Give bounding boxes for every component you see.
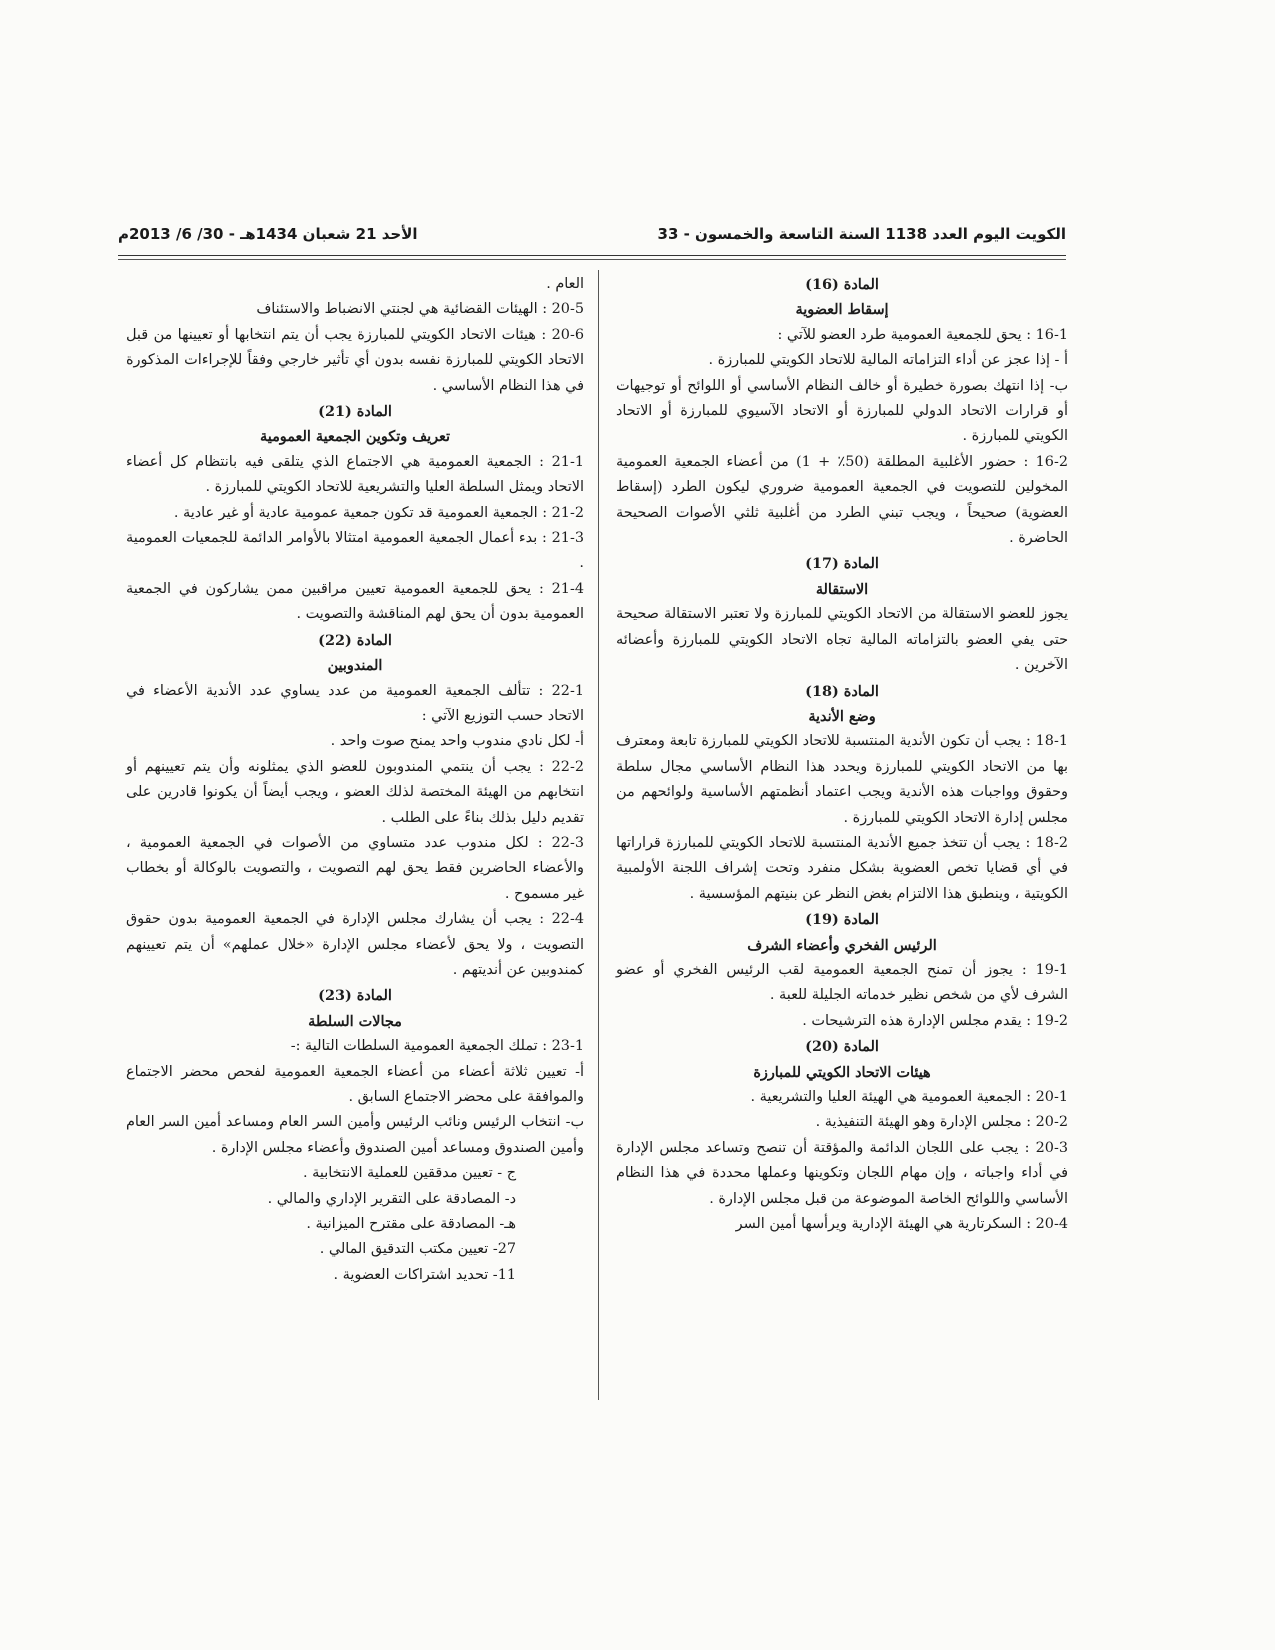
section-title: تعريف وتكوين الجمعية العمومية: [260, 428, 450, 446]
paragraph: 23-1 : تملك الجمعية العمومية السلطات التالية :-: [290, 1038, 584, 1055]
paragraph: يجوز للعضو الاستقالة من الاتحاد الكويتي للمبارزة ولا تعتبر الاستقالة صحيحة حتى يفي العضو بالتزاماته المالية تجاه الاتحاد الكويتي للمبارزة وأعضائه الآخرين .: [616, 606, 1068, 674]
paragraph: 20-1 : الجمعية العمومية هي الهيئة العليا والتشريعية .: [750, 1089, 1068, 1105]
section-title: هيئات الاتحاد الكويتي للمبارزة: [753, 1063, 931, 1081]
paragraph: 21-2 : الجمعية العمومية قد تكون جمعية عمومية عادية أو غير عادية .: [173, 504, 584, 521]
list-item: د- المصادقة على التقرير الإداري والمالي .: [267, 1190, 516, 1207]
paragraph: 22-3 : لكل مندوب عدد متساوي من الأصوات في الجمعية العمومية ، والأعضاء الحاضرين فقط يحق لهم التصويت ، والتصويت بالوكالة أو بخطاب غير مسموح .: [126, 834, 584, 902]
article-heading: المادة (21): [318, 403, 392, 421]
article-heading: المادة (17): [805, 555, 879, 573]
paragraph: 21-4 : يحق للجمعية العمومية تعيين مراقبين ممن يشاركون في الجمعية العمومية بدون أن يحق لهم المناقشة والتصويت .: [126, 580, 584, 623]
header-rule: [118, 255, 1066, 256]
paragraph: 19-2 : يقدم مجلس الإدارة هذه الترشيحات .: [802, 1012, 1068, 1029]
list-item: هـ- المصادقة على مقترح الميزانية .: [306, 1216, 516, 1233]
paragraph: العام .: [546, 276, 584, 292]
paragraph: 20-5 : الهيئات القضائية هي لجنتي الانضباط والاستئناف: [256, 301, 584, 318]
paragraph: أ - إذا عجز عن أداء التزاماته المالية للاتحاد الكويتي للمبارزة .: [708, 352, 1068, 369]
paragraph: 16-1 : يحق للجمعية العمومية طرد العضو للآتي :: [777, 326, 1068, 343]
paragraph: 22-2 : يجب أن ينتمي المندوبون للعضو الذي يمثلونه وأن يتم تعيينهم أو انتخابهم من الهيئة المختصة لذلك العضو ، ويجب أيضاً أن يكونوا قادرين على تقديم دليل بذلك بناءً على الطلب .: [126, 758, 584, 826]
paragraph: 20-2 : مجلس الإدارة وهو الهيئة التنفيذية .: [815, 1114, 1068, 1131]
paragraph: 20-6 : هيئات الاتحاد الكويتي للمبارزة يجب أن يتم انتخابها أو تعيينها من قبل الاتحاد الكويتي للمبارزة نفسه بدون أي تأثير خارجي وفقاً للإجراءات المذكورة في هذا النظام الأساسي .: [126, 326, 584, 394]
column-divider: [598, 270, 599, 1400]
left-column: [126, 272, 584, 1288]
header-issue-info: الكويت اليوم العدد 1138 السنة التاسعة والخمسون - 33: [657, 225, 1066, 243]
paragraph: 16-2 : حضور الأغلبية المطلقة (50٪ + 1) من أعضاء الجمعية العمومية المخولين للتصويت في الجمعية العمومية ضروري ليكون الطرد (إسقاط العضوية) صحيحاً ، ويجب تبني الطرد من أغلبية ثلثي الأصوات الصحيحة الحاضرة .: [616, 453, 1068, 547]
paragraph: أ- تعيين ثلاثة أعضاء من أعضاء الجمعية العمومية لفحص محضر الاجتماع والموافقة على محضر الاجتماع السابق .: [126, 1063, 584, 1105]
header-rule-thin: [118, 259, 1066, 260]
paragraph: 21-1 : الجمعية العمومية هي الاجتماع الذي يتلقى فيه بانتظام كل أعضاء الاتحاد ويمثل السلطة العليا والتشريعية للاتحاد الكويتي للمبارزة .: [126, 453, 584, 496]
section-title: إسقاط العضوية: [795, 301, 889, 319]
paragraph: 18-2 : يجب أن تتخذ جميع الأندية المنتسبة للاتحاد الكويتي للمبارزة قراراتها في أي قضايا تخص العضوية بشكل منفرد وتحت إشراف اللجنة الأولمبية الكويتية ، وينطبق هذا الالتزام بغض النظر عن بنيتهم المؤسسية .: [616, 834, 1068, 902]
article-heading: المادة (22): [318, 631, 392, 649]
paragraph: 19-1 : يجوز أن تمنح الجمعية العمومية لقب الرئيس الفخري أو عضو الشرف لأي من شخص نظير خدماته الجليلة للعبة .: [616, 961, 1068, 1004]
section-title: مجالات السلطة: [308, 1012, 402, 1030]
article-heading: المادة (16): [805, 276, 879, 293]
paragraph: 20-4 : السكرتارية هي الهيئة الإدارية ويرأسها أمين السر: [735, 1216, 1068, 1233]
article-heading: المادة (20): [805, 1038, 879, 1056]
paragraph: أ- لكل نادي مندوب واحد يمنح صوت واحد .: [330, 733, 584, 750]
paragraph: ب- انتخاب الرئيس ونائب الرئيس وأمين السر العام ومساعد أمين السر العام وأمين الصندوق ومساعد أمين الصندوق وأعضاء مجلس الإدارة .: [126, 1114, 584, 1156]
paragraph: 22-1 : تتألف الجمعية العمومية من عدد يساوي عدد الأندية الأعضاء في الاتحاد حسب التوزيع الآتي :: [126, 682, 584, 724]
page-header: [118, 218, 1066, 250]
article-heading: المادة (19): [805, 911, 879, 929]
section-title: الاستقالة: [815, 580, 869, 598]
section-title: الرئيس الفخري وأعضاء الشرف: [747, 936, 937, 954]
list-item: ج - تعيين مدققين للعملية الانتخابية .: [303, 1165, 516, 1182]
right-column: [616, 272, 1068, 1237]
paragraph: 22-4 : يجب أن يشارك مجلس الإدارة في الجمعية العمومية بدون حقوق التصويت ، ولا يحق لأعضاء مجلس الإدارة «خلال عملهم» أن يتم تعيينهم كمندوبين عن أنديتهم .: [126, 911, 584, 978]
article-heading: المادة (18): [805, 682, 879, 700]
paragraph: 21-3 : بدء أعمال الجمعية العمومية امتثالا بالأوامر الدائمة للجمعيات العمومية .: [126, 530, 584, 572]
paragraph: 18-1 : يجب أن تكون الأندية المنتسبة للاتحاد الكويتي للمبارزة تابعة ومعترف بها من الاتحاد الكويتي للمبارزة ويحدد هذا النظام الأساسي مجال سلطة وحقوق وواجبات هذه الأندية ويجب اعتماد أنظمتهم الأساسية ولوائحهم من مجلس إدارة الاتحاد الكويتي للمبارزة .: [616, 733, 1068, 826]
section-title: المندوبين: [327, 657, 383, 675]
article-heading: المادة (23): [318, 987, 392, 1005]
list-item: 27- تعيين مكتب التدقيق المالي .: [319, 1241, 516, 1258]
paragraph: ب- إذا انتهك بصورة خطيرة أو خالف النظام الأساسي أو اللوائح أو توجيهات أو قرارات الاتحاد الدولي للمبارزة أو الاتحاد الآسيوي للمبارزة أو الاتحاد الكويتي للمبارزة .: [616, 377, 1068, 445]
section-title: وضع الأندية: [808, 707, 876, 725]
list-item: 11- تحديد اشتراكات العضوية .: [333, 1266, 516, 1283]
paragraph: 20-3 : يجب على اللجان الدائمة والمؤقتة أن تنصح وتساعد مجلس الإدارة في أداء واجباته ، وإن مهام اللجان وتكوينها وعملها محددة في هذا النظام الأساسي واللوائح الخاصة الموضوعة من قبل مجلس الإدارة .: [616, 1139, 1068, 1207]
header-date: الأحد 21 شعبان 1434هـ - 30/ 6/ 2013م: [118, 225, 418, 243]
